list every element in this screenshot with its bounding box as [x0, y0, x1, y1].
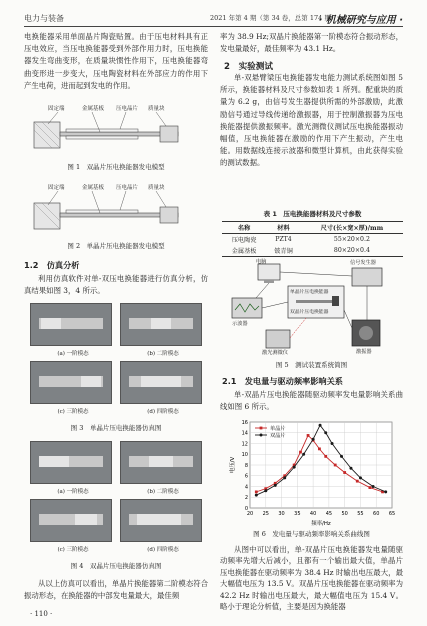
x-axis-label: 频率/Hz — [311, 521, 331, 527]
table-1-grid — [222, 221, 403, 257]
figure-1-caption: 图 1 双晶片压电换能器发电模型 — [67, 163, 165, 171]
running-head-issue: 2021 年第 4 期（第 34 卷，总第 174 期） — [210, 14, 338, 22]
table-cell: 55×20×0.2 — [333, 236, 370, 243]
data-point — [255, 494, 258, 497]
right-column-paragraph-4 — [220, 544, 403, 612]
body-paragraph: 率为 38.9 Hz;双晶片换能器第一阶模态符合振动形态，发电量最好，最佳频率为 43.1 Hz。 — [220, 32, 403, 54]
data-point — [349, 467, 352, 470]
figure-5 — [226, 258, 396, 358]
panel-label: (c) 三阶模态 — [57, 547, 89, 553]
y-tick-label: 2 — [244, 495, 248, 502]
legend-marker — [260, 434, 263, 437]
table-header-cell: 材料 — [277, 225, 290, 232]
figure-1-label-wafer: 压电晶片 — [116, 106, 139, 112]
x-tick-label: 35 — [294, 511, 301, 517]
figure-2-label-fixed: 固定端 — [48, 185, 65, 191]
figure-1-label-fixed: 固定端 — [48, 106, 65, 112]
data-point — [334, 464, 337, 467]
left-column — [24, 31, 208, 92]
cantilever-beam — [296, 300, 336, 303]
y-tick-label: 14 — [241, 430, 248, 437]
right-column-paragraph-3 — [220, 389, 403, 413]
figure-2-label-mass: 质量块 — [148, 185, 165, 191]
fig4-panel-4 — [120, 499, 202, 553]
data-point — [299, 451, 302, 454]
right-column — [220, 31, 403, 55]
y-tick-label: 6 — [244, 473, 248, 480]
fig3-panel-1 — [30, 303, 112, 357]
section-heading-1-2: 1.2 仿真分析 — [24, 260, 80, 270]
panel-label: (b) 二阶模态 — [147, 489, 179, 495]
header-rule — [24, 26, 403, 27]
figure-4-caption: 图 4 双晶片压电换能器仿真图 — [70, 562, 162, 570]
data-point — [293, 466, 296, 469]
signal-generator-icon — [352, 268, 382, 286]
body-paragraph: 单-双晶片压电换能器随驱动频率发电量影响关系曲线如图 6 所示。 — [220, 390, 403, 412]
fig3-panel-3 — [30, 361, 112, 415]
body-paragraph: 从图中可以看出，单-双晶片压电换能器发电量随驱动频率先增大后减小，且都有一个输出最大值，单晶片压电换能器在驱动频率为 38.4 Hz 时输出电压最大，最大幅值电压为 13.5 V。双晶片压电换能器在驱动频率为 42.2 Hz 时输出电压最大，最大幅值电压为 15.4 V。略小于理论分析值，主要是因为换能器 — [220, 545, 403, 612]
y-tick-label: 16 — [241, 419, 248, 426]
x-tick-label: 65 — [388, 511, 396, 517]
x-tick-label: 30 — [278, 511, 285, 517]
data-point — [340, 455, 343, 458]
fig3-panel-4 — [120, 361, 202, 415]
table-cell: 80×20×0.4 — [333, 247, 370, 254]
panel-label: (c) 三阶模态 — [57, 409, 89, 415]
figure-6 — [228, 416, 398, 528]
data-point — [369, 486, 372, 489]
table-row — [222, 245, 403, 257]
data-point — [324, 431, 327, 434]
figure-1 — [28, 100, 206, 160]
x-tick-label: 25 — [262, 511, 269, 517]
left-column-paragraph-2 — [24, 273, 208, 297]
table-header-cell: 尺寸(长×宽×厚)/mm — [320, 225, 384, 232]
data-point — [283, 476, 286, 479]
figure-2-label-wafer: 压电晶片 — [116, 185, 139, 191]
x-tick-label: 50 — [341, 511, 348, 517]
piezo-wafer — [66, 210, 138, 213]
figure-3 — [30, 303, 202, 421]
page-number: · 110 · — [30, 610, 53, 618]
fig4-panel-2 — [120, 441, 202, 495]
figure-2-caption: 图 2 单晶片压电换能器发电模型 — [67, 242, 165, 250]
voltage-frequency-chart — [228, 416, 398, 528]
figure-5-label-laser: 激光测微仪 — [262, 350, 288, 356]
computer-monitor-icon — [258, 264, 280, 280]
figure-5-label-device: 单晶片压电换能器 — [290, 290, 329, 295]
proof-mass — [160, 126, 178, 142]
figure-1-label-substrate: 金属基板 — [82, 106, 105, 112]
figure-5-caption: 图 5 测试装置系统简图 — [275, 361, 348, 369]
figure-2 — [28, 177, 206, 239]
tip-mass — [332, 296, 339, 306]
data-point — [372, 485, 375, 488]
data-point — [324, 455, 327, 458]
table-cell: 铍青铜 — [274, 248, 293, 255]
x-tick-label: 20 — [246, 511, 254, 517]
laser-micrometer-icon — [266, 330, 290, 348]
data-point — [359, 476, 362, 479]
right-column-paragraph-2 — [220, 72, 403, 170]
table-cell: PZT4 — [275, 236, 292, 243]
section-heading-2-1: 2.1 发电量与驱动频率影响关系 — [222, 376, 343, 386]
data-point — [331, 442, 334, 445]
body-paragraph: 利用仿真软件对单-双压电换能器进行仿真分析，仿真结果如图 3，4 所示。 — [24, 274, 208, 296]
section-heading-2: 2 实验测试 — [224, 62, 273, 72]
fig4-panel-3 — [30, 499, 112, 553]
table-row — [222, 234, 403, 246]
y-tick-label: 10 — [241, 452, 248, 459]
data-point — [307, 434, 310, 437]
x-tick-label: 60 — [373, 511, 380, 517]
piezo-wafer-top — [66, 129, 138, 132]
running-head-journal: 电力与装备 — [24, 14, 64, 23]
panel-label: (b) 二阶模态 — [147, 351, 179, 357]
panel-label: (a) 一阶模态 — [57, 351, 89, 357]
data-point — [356, 480, 359, 483]
x-tick-label: 40 — [309, 511, 317, 517]
table-1-title: 表 1 压电换能器材料及尺寸参数 — [263, 210, 362, 218]
legend-marker — [260, 427, 263, 430]
fig4-panel-1 — [30, 441, 112, 495]
table-header-cell: 名称 — [237, 225, 251, 232]
data-point — [384, 490, 387, 493]
x-tick-label: 55 — [357, 511, 364, 517]
figure-2-label-substrate: 金属基板 — [82, 185, 105, 191]
computer-stand — [264, 280, 274, 283]
figure-5-label-oscilloscope: 示波器 — [232, 321, 248, 327]
y-axis-label: 电压/V — [230, 456, 236, 474]
body-paragraph: 单-双悬臂梁压电换能器发电能力测试系统图如图 5 所示，换能器材料及尺寸参数如表 1 所列。配重块的质量为 6.2 g，由信号发生器提供所需的外部激励，此激励信号通过导线传递给激振器，用于控制激振器为压电换能器提供激振频率。激光测微仪测试压电换能器振动幅值，压电换能器在激励的作用下产生振动，产生电能。用数据线连接示波器和微型计算机，由此获得实验的测试数据。 — [220, 73, 403, 168]
data-point — [343, 471, 346, 474]
data-point — [255, 490, 258, 493]
running-head-column: · 机械研究与应用 · — [318, 15, 403, 26]
x-tick-label: 45 — [325, 511, 333, 517]
table-1 — [222, 210, 403, 257]
figure-5-label-pc: 电脑 — [256, 259, 267, 265]
left-column-paragraph-3 — [24, 578, 208, 602]
figure-5-label-shaker: 激振器 — [356, 349, 372, 355]
piezo-wafer-bottom — [66, 136, 138, 139]
data-point — [302, 453, 305, 456]
legend-label: 双晶片 — [270, 432, 286, 439]
panel-label: (d) 四阶模态 — [147, 547, 179, 553]
y-tick-label: 8 — [244, 462, 248, 469]
table-cell: 压电陶瓷 — [231, 237, 257, 244]
figure-1-label-mass: 质量块 — [148, 106, 165, 112]
fig3-panel-2 — [120, 303, 202, 357]
figure-3-caption: 图 3 单晶片压电换能器仿真图 — [70, 424, 162, 432]
data-point — [274, 484, 277, 487]
data-point — [318, 447, 321, 450]
data-point — [312, 438, 315, 441]
data-point — [319, 424, 322, 427]
panel-label: (d) 四阶模态 — [147, 409, 179, 415]
y-tick-label: 12 — [241, 441, 248, 448]
figure-6-caption: 图 6 发电量与驱动频率影响关系曲线图 — [253, 530, 370, 538]
legend-label: 单晶片 — [270, 425, 286, 432]
body-paragraph: 从以上仿真可以看出，单晶片换能器第二阶模态符合振动形态，在换能器的中部发电量最大，最佳频 — [24, 579, 208, 601]
figure-5-label-generator: 信号发生器 — [350, 260, 376, 266]
body-paragraph: 电换能器采用单面晶片陶瓷贴置。由于压电材料具有正压电效应，当压电换能器受到外部作用力时，压电换能器发生弯曲变形，在质量块惯性作用下，压电换能器弯曲变形进一步变大，压电陶瓷材料在外部应力的作用下产生电荷，进而起到发电的作用。 — [24, 32, 208, 90]
table-header-row — [222, 222, 403, 234]
figure-5-label-device2: 双晶片压电换能器 — [290, 310, 329, 315]
table-cell: 金属基板 — [231, 248, 257, 255]
figure-4 — [30, 441, 202, 559]
y-tick-label: 4 — [244, 484, 248, 491]
panel-label: (a) 一阶模态 — [57, 489, 89, 495]
proof-mass — [160, 207, 178, 223]
data-point — [264, 489, 267, 492]
y-tick-label: 0 — [244, 505, 248, 512]
